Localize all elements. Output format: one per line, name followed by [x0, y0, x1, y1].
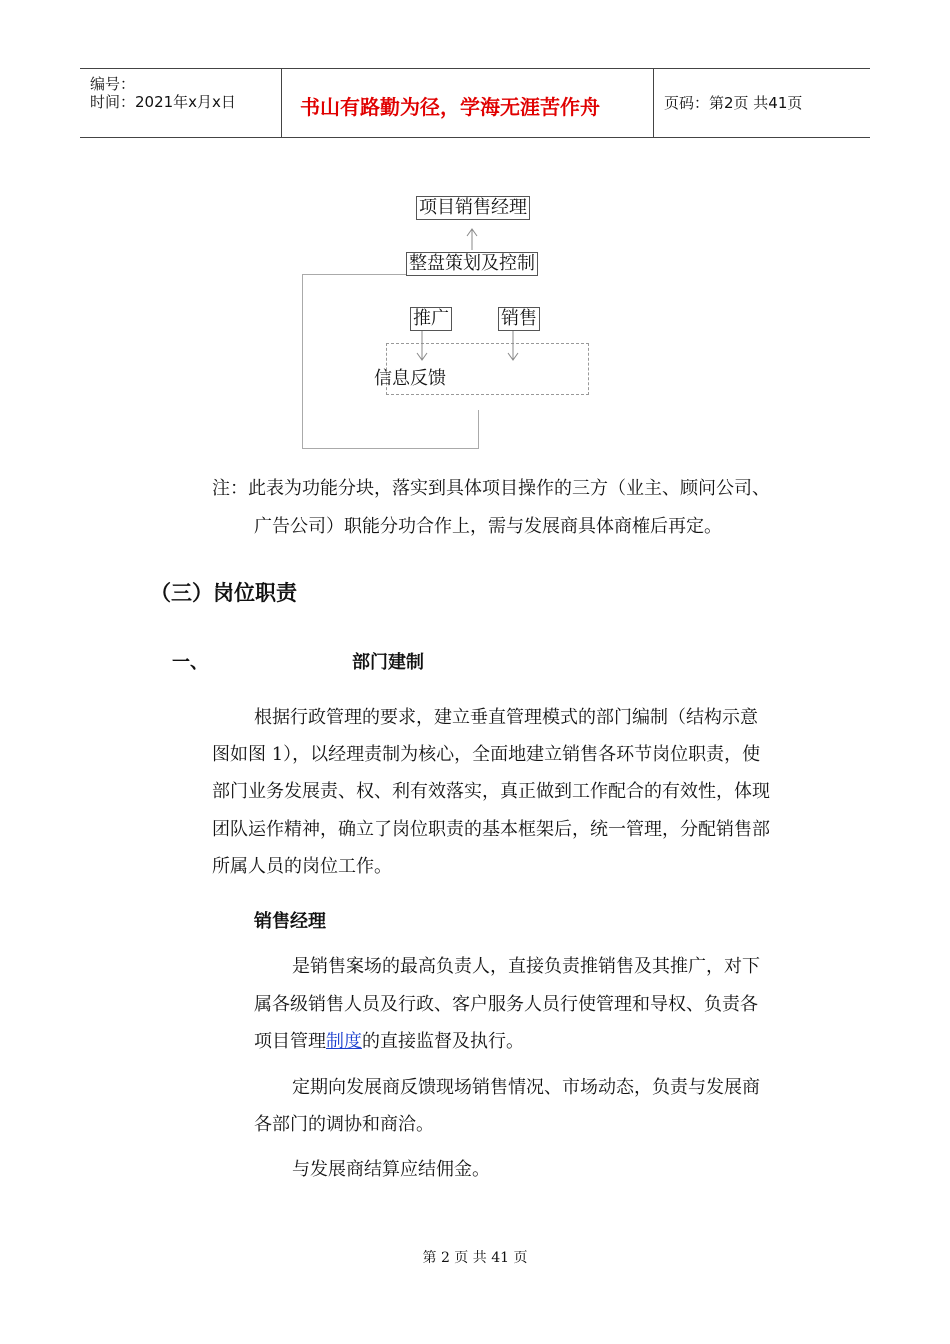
diagram-box-sales: 销售: [498, 307, 540, 331]
section-title: （三）岗位职责: [150, 581, 297, 605]
diagram-box-project-manager: 项目销售经理: [416, 196, 530, 220]
diagram-box-planning-control: 整盘策划及控制: [406, 252, 538, 276]
header-motto: 书山有路勤为径，学海无涯苦作舟: [300, 95, 600, 119]
page-footer: 第 2 页 共 41 页: [422, 1250, 528, 1266]
header-number-label: 编号：: [90, 75, 136, 93]
diagram-arrows: [0, 0, 950, 500]
header-page-label: 页码：第2页 共41页: [664, 94, 803, 112]
system-link[interactable]: 制度: [326, 1031, 362, 1052]
paragraph-line: 定期向发展商反馈现场销售情况、市场动态，负责与发展商: [292, 1077, 760, 1098]
paragraph-line: 是销售案场的最高负责人，直接负责推销售及其推广，对下: [292, 956, 760, 977]
diagram-box-promotion: 推广: [410, 307, 452, 331]
role-title: 销售经理: [254, 911, 326, 932]
paragraph-line: 部门业务发展责、权、利有效落实，真正做到工作配合的有效性，体现: [212, 781, 770, 802]
paragraph-line: 图如图 1），以经理责制为核心，全面地建立销售各环节岗位职责，使: [212, 744, 761, 765]
diagram-feedback-label: 信息反馈: [374, 368, 446, 389]
paragraph-line: 根据行政管理的要求，建立垂直管理模式的部门编制（结构示意: [254, 707, 758, 728]
paragraph-line: 各部门的调协和商洽。: [254, 1114, 434, 1135]
note-line-2: 广告公司）职能分功合作上，需与发展商具体商榷后再定。: [254, 516, 722, 537]
text-fragment: 项目管理: [254, 1031, 326, 1052]
paragraph-line: 与发展商结算应结佣金。: [292, 1159, 490, 1180]
paragraph-line: [254, 1027, 524, 1053]
text-fragment: 的直接监督及执行。: [362, 1031, 524, 1052]
header-time-label: 时间：2021年x月x日: [90, 93, 236, 111]
subsection-title: 部门建制: [352, 652, 424, 673]
paragraph-line: 属各级销售人员及行政、客户服务人员行使管理和导权、负责各: [254, 994, 758, 1015]
paragraph-line: 团队运作精神，确立了岗位职责的基本框架后，统一管理，分配销售部: [212, 819, 770, 840]
note-line-1: 注：此表为功能分块，落实到具体项目操作的三方（业主、顾问公司、: [212, 478, 770, 499]
paragraph-line: 所属人员的岗位工作。: [212, 856, 392, 877]
subsection-number: 一、: [172, 652, 208, 673]
